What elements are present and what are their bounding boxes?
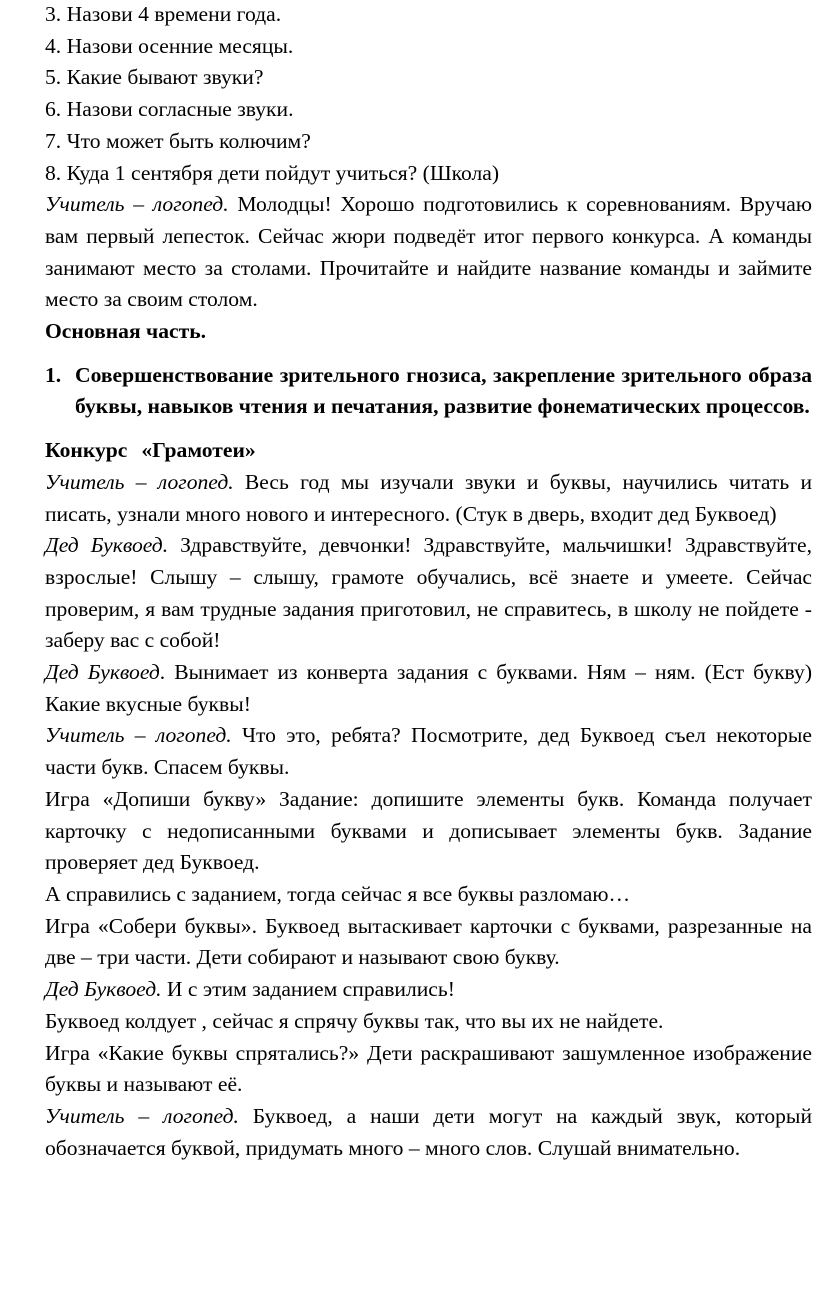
paragraph-text: Весь год мы изучали звуки и буквы, научились читать и писать, узнали много нового и интересного. (Стук в дверь, входит дед Буквоед) (45, 469, 813, 526)
task-text: Совершенствование зрительного гнозиса, закрепление зрительного образа буквы, навыков чтения и печатания, развитие фонематических процессов. (75, 362, 812, 419)
dialogue-body (45, 467, 812, 1164)
speaker-role: Дед Буквоед (45, 660, 160, 685)
question-item: 6. Назови согласные звуки. (45, 97, 294, 122)
dialogue-paragraph (45, 720, 812, 783)
dialogue-paragraph (45, 784, 812, 879)
paragraph-text: Что это, ребята? Посмотрите, дед Буквоед съел некоторые части букв. Спасем буквы. (45, 723, 812, 780)
paragraph-text: Игра «Собери буквы». Буквоед вытаскивает карточки с буквами, разрезанные на две – три части. Дети собирают и называют свою букву. (45, 913, 812, 970)
dialogue-paragraph (45, 879, 812, 911)
paragraph-text: Буквоед, а наши дети могут на каждый звук, который обозначается буквой, придумать много – много слов. Слушай внимательно. (45, 1103, 812, 1160)
speaker-role: Учитель – логопед. (45, 723, 232, 748)
speaker-role: Учитель – логопед. (45, 1103, 239, 1128)
dialogue-paragraph (45, 1038, 812, 1101)
question-item: 7. Что может быть колючим? (45, 128, 311, 153)
paragraph-text: Игра «Допиши букву» Задание: допишите элементы букв. Команда получает карточку с недописанными буквами и дописывает элементы букв. Задание проверяет дед Буквоед. (45, 786, 812, 875)
speaker-role: Дед Буквоед. (45, 533, 169, 558)
paragraph-text: Буквоед колдует , сейчас я спрячу буквы так, что вы их не найдете. (45, 1008, 664, 1033)
contest-heading (45, 435, 812, 467)
paragraph-text: . Вынимает из конверта задания с буквами. Ням – ням. (Ест букву) Какие вкусные буквы! (45, 660, 813, 716)
task-item (45, 360, 812, 423)
paragraph-text: И с этим заданием справились! (161, 977, 455, 1002)
task-number: 1. (45, 362, 62, 387)
paragraph-text: Игра «Какие буквы спрятались?» Дети раскрашивают зашумленное изображение буквы и называют её. (45, 1040, 812, 1097)
dialogue-paragraph (45, 530, 812, 657)
question-item: 8. Куда 1 сентября дети пойдут учиться? (Школа) (45, 160, 500, 185)
question-item: 3. Назови 4 времени года. (45, 2, 282, 26)
dialogue-paragraph (45, 1006, 812, 1038)
intro-paragraph (45, 189, 812, 316)
contest-name: «Грамотеи» (141, 438, 256, 463)
section-heading: Основная часть. (45, 319, 207, 344)
paragraph-text: Здравствуйте, девчонки! Здравствуйте, мальчишки! Здравствуйте, взрослые! Слышу – слышу, грамоте обучались, всё знаете и умеете. Сейчас проверим, я вам трудные задания приготовил, не справитесь, в школу не пойдете - заберу вас с собой! (45, 533, 812, 653)
dialogue-paragraph (45, 911, 812, 974)
dialogue-paragraph (45, 467, 812, 530)
dialogue-paragraph (45, 1101, 812, 1164)
speaker-role: Дед Буквоед. (45, 977, 162, 1002)
paragraph-text: Молодцы! Хорошо подготовились к соревнованиям. Вручаю вам первый лепесток. Сейчас жюри подведёт итог первого конкурса. А команды занимают место за столами. Прочитайте и найдите название команды и займите место за своим столом. (45, 192, 813, 312)
dialogue-paragraph (45, 974, 812, 1006)
dialogue-paragraph (45, 657, 812, 720)
question-list (45, 0, 812, 189)
paragraph-text: А справились с заданием, тогда сейчас я все буквы разломаю… (45, 881, 631, 906)
question-item: 5. Какие бывают звуки? (45, 65, 264, 90)
contest-label: Конкурс (45, 438, 128, 463)
question-item: 4. Назови осенние месяцы. (45, 33, 294, 58)
speaker-role: Учитель – логопед. (45, 192, 229, 217)
speaker-role: Учитель – логопед. (45, 469, 234, 494)
